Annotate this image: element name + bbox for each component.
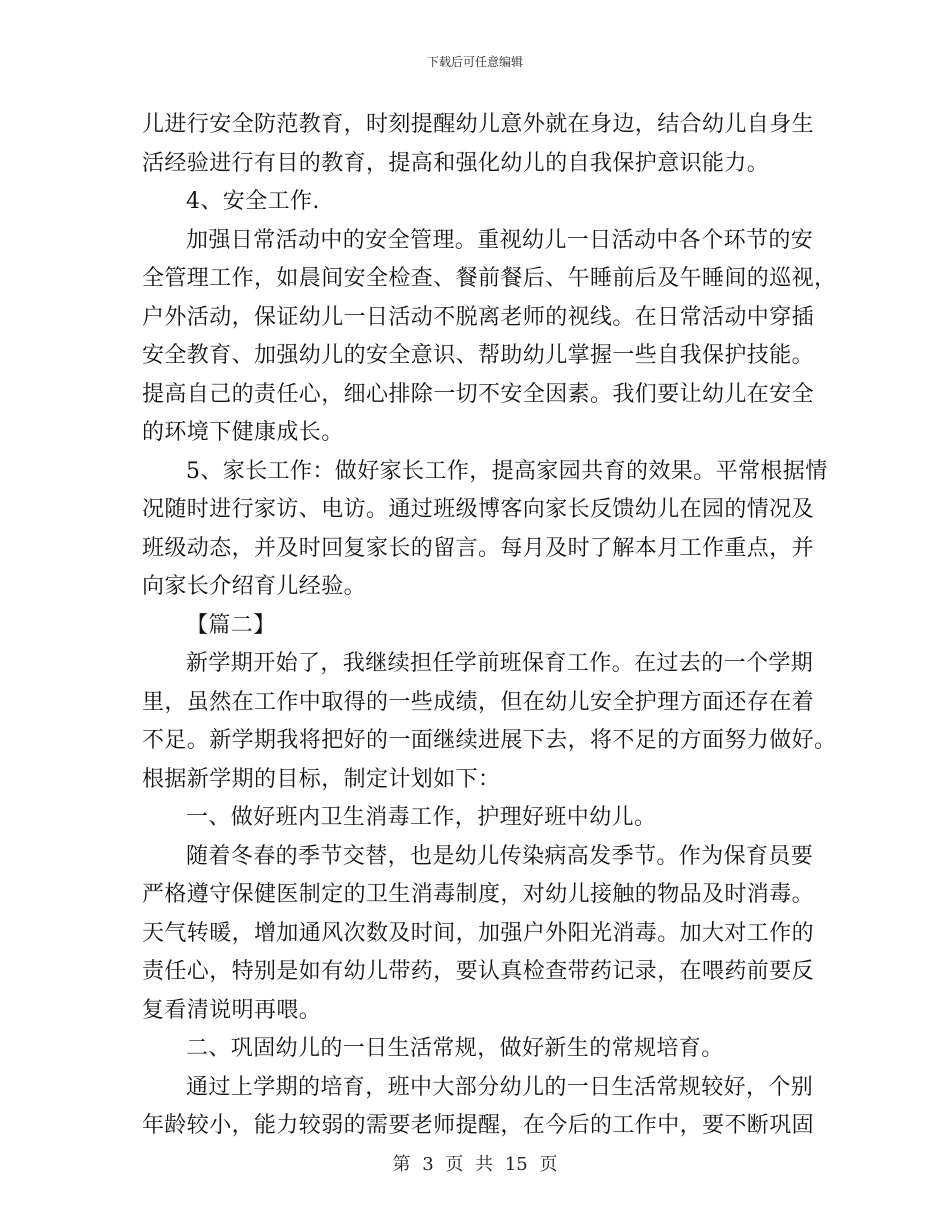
paragraph <box>142 645 837 799</box>
section-heading <box>142 183 812 222</box>
text-line: 【篇二】 <box>186 612 276 638</box>
text-line: 不足。新学期我将把好的一面继续进展下去，将不足的方面努力做好。 <box>142 728 837 753</box>
text-line: 提高自己的责任心，细心排除一切不安全因素。我们要让幼儿在安全 <box>142 381 815 407</box>
text-line: 的环境下健康成长。 <box>142 420 344 445</box>
section-heading <box>142 607 812 646</box>
document-body <box>142 106 837 1146</box>
paragraph <box>142 453 828 607</box>
text-line: 通过上学期的培育，班中大部分幼儿的一日生活常规较好，个别 <box>186 1074 814 1100</box>
text-line: 班级动态，并及时回复家长的留言。每月及时了解本月工作重点，并 <box>142 535 815 561</box>
text-line: 新学期开始了，我继续担任学前班保育工作。在过去的一个学期 <box>186 651 814 676</box>
text-line: 5、家长工作：做好家长工作，提高家园共育的效果。平常根据情 <box>186 458 828 484</box>
paragraph <box>142 222 837 453</box>
text-line: 加强日常活动中的安全管理。重视幼儿一日活动中各个环节的安 <box>186 227 814 253</box>
text-line: 活经验进行有目的教育，提高和强化幼儿的自我保护意识能力。 <box>142 150 770 176</box>
section-heading <box>142 1030 812 1069</box>
paragraph <box>142 838 815 1031</box>
paragraph <box>142 106 815 183</box>
text-line: 天气转暖，增加通风次数及时间，加强户外阳光消毒。加大对工作的 <box>142 920 815 946</box>
text-line: 全管理工作，如晨间安全检查、餐前餐后、午睡前后及午睡间的巡视， <box>142 266 837 291</box>
text-line: 向家长介绍育儿经验。 <box>142 574 367 599</box>
text-line: 里，虽然在工作中取得的一些成绩，但在幼儿安全护理方面还存在着 <box>142 689 815 715</box>
text-line: 户外活动，保证幼儿一日活动不脱离老师的视线。在日常活动中穿插 <box>142 304 815 330</box>
section-heading <box>142 799 812 838</box>
text-line: 安全教育、加强幼儿的安全意识、帮助幼儿掌握一些自我保护技能。 <box>142 343 815 368</box>
page-number-footer: 第 3 页 共 15 页 <box>392 1154 558 1175</box>
text-line: 复看清说明再喂。 <box>142 997 322 1023</box>
page-header-note: 下载后可任意编辑 <box>426 55 523 69</box>
text-line: 儿进行安全防范教育，时刻提醒幼儿意外就在身边，结合幼儿自身生 <box>142 112 815 137</box>
text-line: 责任心，特别是如有幼儿带药，要认真检查带药记录，在喂药前要反 <box>142 959 815 984</box>
text-line: 根据新学期的目标，制定计划如下： <box>142 766 501 792</box>
text-line: 4、安全工作. <box>186 189 320 214</box>
text-line: 一、做好班内卫生消毒工作，护理好班中幼儿。 <box>186 805 657 830</box>
text-line: 况随时进行家访、电访。通过班级博客向家长反馈幼儿在园的情况及 <box>142 497 815 522</box>
text-line: 二、巩固幼儿的一日生活常规，做好新生的常规培育。 <box>186 1036 724 1061</box>
text-line: 严格遵守保健医制定的卫生消毒制度，对幼儿接触的物品及时消毒。 <box>142 882 815 907</box>
text-line: 年龄较小，能力较弱的需要老师提醒，在今后的工作中，要不断巩固 <box>142 1113 815 1138</box>
text-line: 随着冬春的季节交替，也是幼儿传染病高发季节。作为保育员要 <box>186 843 814 869</box>
paragraph <box>142 1069 815 1146</box>
